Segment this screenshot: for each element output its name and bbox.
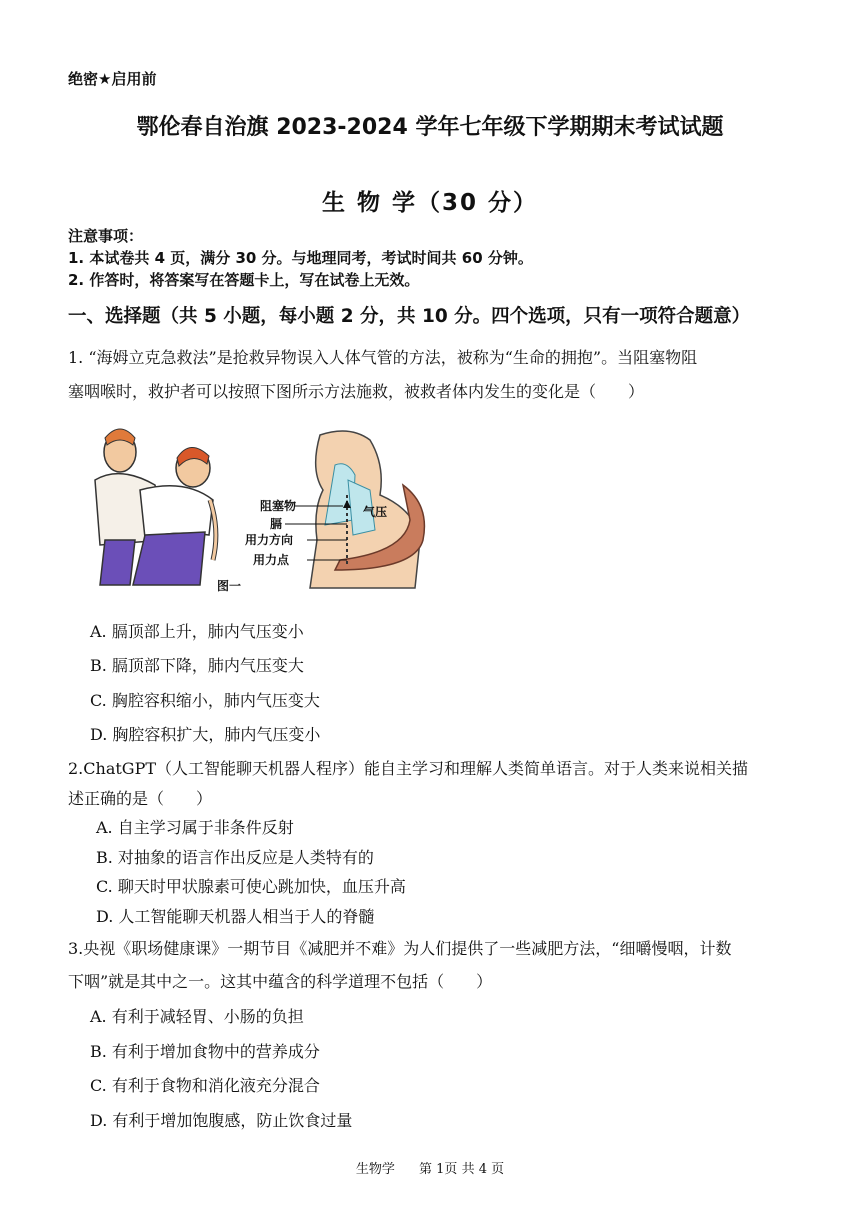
question-2-line-2: 述正确的是（ ）: [68, 789, 213, 808]
footer-page-number: 第 1页 共 4 页: [419, 1162, 505, 1177]
q1-option-c[interactable]: C. 胸腔容积缩小，肺内气压变大: [90, 691, 320, 710]
figure-caption: 图一: [217, 579, 242, 593]
question-3-line-2: 下咽”就是其中之一。这其中蕴含的科学道理不包括（ ）: [68, 972, 493, 991]
q2-option-c[interactable]: C. 聊天时甲状腺素可使心跳加快，血压升高: [96, 877, 406, 896]
exam-title: 鄂伦春自治旗 2023-2024 学年七年级下学期期末考试试题: [136, 115, 724, 140]
q2-option-d[interactable]: D. 人工智能聊天机器人相当于人的脊髓: [96, 907, 375, 926]
notice-heading: 注意事项：: [68, 227, 144, 245]
notice-item: 2. 作答时，将答案写在答题卡上，写在试卷上无效。: [68, 271, 420, 289]
q1-option-a[interactable]: A. 膈顶部上升，肺内气压变小: [90, 622, 304, 641]
page-footer: [0, 1158, 860, 1177]
q1-option-d[interactable]: D. 胸腔容积扩大，肺内气压变小: [90, 725, 321, 744]
label-diaphragm: 膈: [270, 517, 283, 531]
heimlich-figure: [85, 420, 435, 600]
question-1-line-2: 塞咽喉时，救护者可以按照下图所示方法施救，被救者体内发生的变化是（ ）: [68, 382, 645, 401]
notice-item: 1. 本试卷共 4 页，满分 30 分。与地理同考，考试时间共 60 分钟。: [68, 249, 533, 267]
question-3-line-1: 3.央视《职场健康课》一期节目《减肥并不难》为人们提供了一些减肥方法，“细嚼慢咽，计数: [68, 939, 732, 958]
q3-option-d[interactable]: D. 有利于增加饱腹感，防止饮食过量: [90, 1111, 353, 1130]
label-air-pressure: 气压: [363, 505, 388, 519]
q2-option-a[interactable]: A. 自主学习属于非条件反射: [96, 818, 294, 837]
label-force-point: 用力点: [253, 553, 290, 567]
q1-option-b[interactable]: B. 膈顶部下降，肺内气压变大: [90, 656, 304, 675]
subject-title: 生 物 学（30 分）: [321, 190, 539, 216]
label-obstruction: 阻塞物: [260, 499, 297, 513]
q3-option-a[interactable]: A. 有利于减轻胃、小肠的负担: [90, 1007, 304, 1026]
q3-option-c[interactable]: C. 有利于食物和消化液充分混合: [90, 1076, 320, 1095]
footer-subject: 生物学: [355, 1162, 395, 1177]
rescuer-illustration: [95, 429, 216, 585]
q3-option-b[interactable]: B. 有利于增加食物中的营养成分: [90, 1042, 320, 1061]
q2-option-b[interactable]: B. 对抽象的语言作出反应是人类特有的: [96, 848, 374, 867]
section-title: 一、选择题（共 5 小题，每小题 2 分，共 10 分。四个选项，只有一项符合题意）: [68, 306, 751, 327]
secret-label: 绝密★启用前: [68, 70, 157, 88]
question-1-line-1: 1. “海姆立克急救法”是抢救异物误入人体气管的方法，被称为“生命的拥抱”。当阻塞物阻: [68, 348, 698, 367]
label-force-direction: 用力方向: [245, 533, 294, 547]
question-2-line-1: 2.ChatGPT（人工智能聊天机器人程序）能自主学习和理解人类简单语言。对于人类来说相关描: [68, 759, 749, 778]
